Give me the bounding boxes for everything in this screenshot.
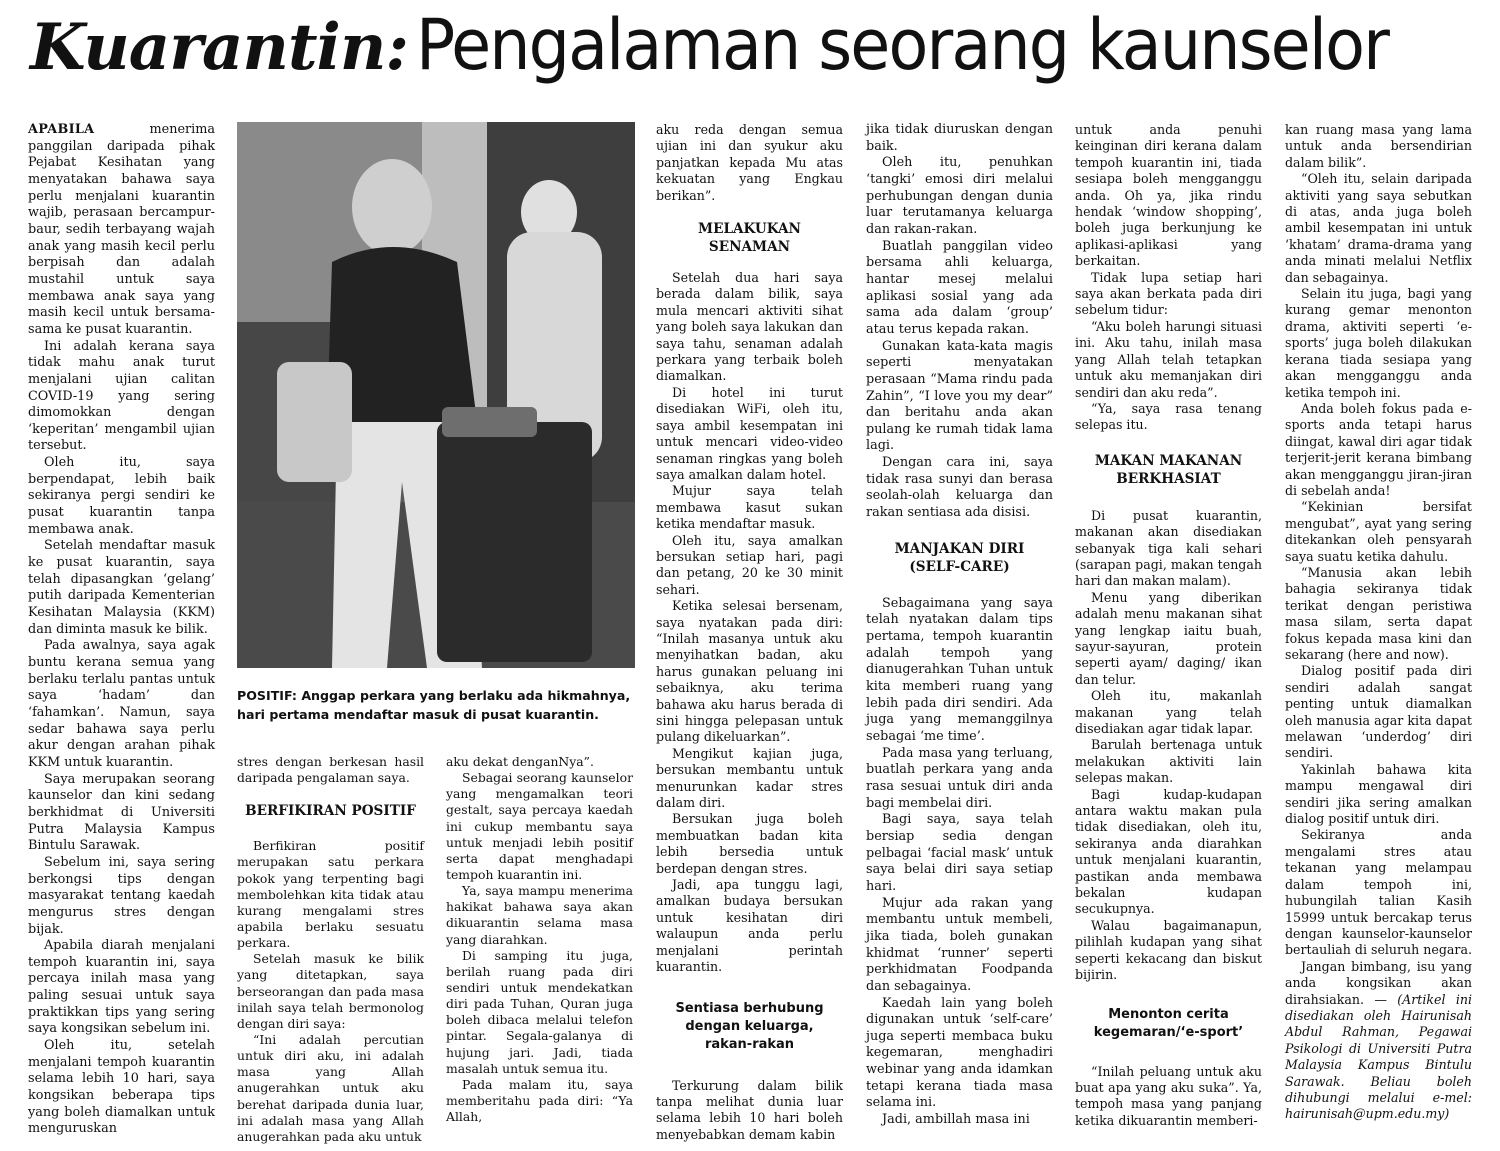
paragraph: Walau bagaimanapun, pilihlah kudapan yang sihat seperti kekacang dan biskut bijirin. xyxy=(1075,917,1262,983)
photo-caption xyxy=(237,686,635,724)
paragraph: “Aku boleh harungi situasi ini. Aku tahu, inilah masa yang Allah telah tetapkan untuk aku memanjakan diri sendiri dan aku reda”. xyxy=(1075,318,1262,400)
paragraph: Setelah mendaftar masuk ke pusat kuarantin, saya telah dipasangkan ‘gelang’ putih daripada Kementerian Kesihatan Malaysia (KKM) dan diminta masuk ke bilik. xyxy=(28,538,215,637)
paragraph: Yakinlah bahawa kita mampu mengawal diri sendiri jika sering amalkan dialog positif untuk diri. xyxy=(1285,761,1472,827)
column-7 xyxy=(1285,122,1472,1123)
column-5 xyxy=(866,122,1053,1129)
paragraph: Jangan bimbang, isu yang anda kongsikan akan dirahsiakan. — (Artikel ini disediakan oleh Hairunisah Abdul Rahman, Pegawai Psikologi di Universiti Putra Malaysia Kampus Bintulu Sarawak. Beliau boleh dihubungi melalui e-mel: hairunisah@upm.edu.my) xyxy=(1285,958,1472,1122)
paragraph: Oleh itu, saya berpendapat, lebih baik sekiranya pergi sendiri ke pusat kuarantin tanpa membawa anak. xyxy=(28,455,215,537)
paragraph: Mujur saya telah membawa kasut sukan ketika mendaftar masuk. xyxy=(656,483,843,532)
paragraph: Apabila diarah menjalani tempoh kuarantin ini, saya percaya inilah masa yang paling sesuai untuk saya praktikkan tips yang sering saya kongsikan sebelum ini. xyxy=(28,938,215,1037)
paragraph: Di pusat kuarantin, makanan akan disediakan sebanyak tiga kali sehari (sarapan pagi, makan tengah hari dan makan malam). xyxy=(1075,507,1262,589)
paragraph: jika tidak diuruskan dengan baik. xyxy=(866,122,1053,154)
paragraph: Bagi kudap-kudapan antara waktu makan pula tidak disediakan, oleh itu, sekiranya anda diarahkan untuk menjalani kuarantin, pastikan anda membawa bekalan kudapan secukupnya. xyxy=(1075,786,1262,917)
lead-word: APABILA xyxy=(28,122,95,137)
paragraph: Sebagai seorang kaunselor yang mengamalkan teori gestalt, saya percaya kaedah ini cukup membantu saya untuk menjadi lebih positif serta dapat menghadapi tempoh kuarantin ini. xyxy=(446,770,633,882)
paragraph: Saya merupakan seorang kaunselor dan kini sedang berkhidmat di Universiti Putra Malaysia Kampus Bintulu Sarawak. xyxy=(28,771,215,854)
paragraph: Ini adalah kerana saya tidak mahu anak turut menjalani ujian calitan COVID-19 yang sering dimomokkan dengan ‘keperitan’ mengambil ujian tersebut. xyxy=(28,338,215,454)
paragraph: Oleh itu, saya amalkan bersukan setiap hari, pagi dan petang, 20 ke 30 minit sehari. xyxy=(656,532,843,597)
headline xyxy=(30,4,1470,104)
subheading: MANJAKAN DIRI (SELF-CARE) xyxy=(894,540,1025,575)
paragraph: Ketika selesai bersenam, saya nyatakan pada diri: “Inilah masanya untuk aku menyihatkan badan, aku harus gunakan peluang ini sebaiknya, aku terima bahawa aku harus berada di sini hingga pelepasan untuk pulang dikeluarkan”. xyxy=(656,598,843,745)
subheading: MELAKUKAN SENAMAN xyxy=(698,221,801,256)
paragraph: Dengan cara ini, saya tidak rasa sunyi dan berasa seolah-olah keluarga dan rakan sentiasa ada disisi. xyxy=(866,455,1053,521)
paragraph: untuk anda penuhi keinginan diri kerana dalam tempoh kuarantin ini, tiada sesiapa boleh mengganggu anda. Oh ya, jika rindu hendak ‘window shopping’, boleh juga berkunjung ke aplikasi-aplikasi yang berkaitan. xyxy=(1075,122,1262,269)
headline-kicker: Kuarantin: xyxy=(30,10,408,85)
paragraph: Tidak lupa setiap hari saya akan berkata pada diri sebelum tidur: xyxy=(1075,269,1262,318)
paragraph: Oleh itu, makanlah makanan yang telah disediakan agar tidak lapar. xyxy=(1075,688,1262,736)
paragraph: Menu yang diberikan adalah menu makanan sihat yang lengkap iaitu buah, sayur-sayuran, protein seperti ayam/ daging/ ikan dan telur. xyxy=(1075,589,1262,687)
paragraph: stres dengan berkesan hasil daripada pengalaman saya. xyxy=(237,754,424,786)
subheading: BERFIKIRAN POSITIF xyxy=(245,803,416,820)
paragraph: Anda boleh fokus pada e-sports anda tetapi harus diingat, kawal diri agar tidak terjerit-jerit kerana bimbang akan mengganggu jiran-jiran di sebelah anda! xyxy=(1285,400,1472,498)
paragraph: Mengikut kajian juga, bersukan membantu untuk menurunkan kadar stres dalam diri. xyxy=(656,745,843,811)
paragraph: Terkurung dalam bilik tanpa melihat dunia luar selama lebih 10 hari boleh menyebabkan demam kabin xyxy=(656,1077,843,1142)
paragraph: Setelah dua hari saya berada dalam bilik, saya mula mencari aktiviti sihat yang boleh saya lakukan dan saya tahu, senaman adalah perkara yang terbaik boleh diamalkan. xyxy=(656,270,843,384)
paragraph: Bersukan juga boleh membuatkan badan kita lebih bersedia untuk berdepan dengan stres. xyxy=(656,811,843,876)
column-6 xyxy=(1075,122,1262,1129)
paragraph: “Inilah peluang untuk aku buat apa yang aku suka”. Ya, tempoh masa yang panjang ketika dikuarantin memberi- xyxy=(1075,1063,1262,1128)
paragraph: Di hotel ini turut disediakan WiFi, oleh itu, saya ambil kesempatan ini untuk mencari video-video senaman ringkas yang boleh saya amalkan dalam hotel. xyxy=(656,384,843,482)
column-1 xyxy=(28,122,215,1138)
column-2 xyxy=(237,754,424,1145)
paragraph: Bagi saya, saya telah bersiap sedia dengan pelbagai ‘facial mask’ untuk saya belai diri saya setiap hari. xyxy=(866,812,1053,894)
paragraph: Sebelum ini, saya sering berkongsi tips dengan masyarakat tentang kaedah mengurus stres dengan bijak. xyxy=(28,854,215,937)
paragraph: Pada awalnya, saya agak buntu kerana semua yang berlaku terlalu pantas untuk saya ‘hadam’ dan ‘fahamkan’. Namun, saya sedar bahawa saya perlu akur dengan arahan pihak KKM untuk kuarantin. xyxy=(28,638,215,770)
paragraph: “Manusia akan lebih bahagia sekiranya tidak terikat dengan peristiwa masa silam, serta dapat fokus kepada masa kini dan sekarang (here and now). xyxy=(1285,564,1472,662)
column-3 xyxy=(446,754,633,1125)
subheading: Sentiasa berhubung dengan keluarga, rakan-rakan xyxy=(675,1000,824,1052)
paragraph: Setelah masuk ke bilik yang ditetapkan, saya berseorangan dan pada masa inilah saya telah bermonolog dengan diri saya: xyxy=(237,951,424,1031)
paragraph: Dialog positif pada diri sendiri adalah sangat penting untuk diamalkan oleh manusia agar kita dapat melawan ‘underdog’ diri sendiri. xyxy=(1285,663,1472,761)
paragraph: Jadi, apa tunggu lagi, amalkan budaya bersukan untuk kesihatan diri walaupun anda perlu menjalani perintah kuarantin. xyxy=(656,877,843,975)
paragraph: Oleh itu, penuhkan ‘tangki’ emosi diri melalui perhubungan dengan dunia luar terutamanya keluarga dan rakan-rakan. xyxy=(866,155,1053,237)
paragraph: Berfikiran positif merupakan satu perkara pokok yang terpenting bagi membolehkan kita tidak atau kurang mengalami stres apabila berlaku sesuatu perkara. xyxy=(237,838,424,951)
paragraph: Di samping itu juga, berilah ruang pada diri sendiri untuk mendekatkan diri pada Tuhan, Quran juga boleh dibaca melalui telefon pintar. Segala-galanya di hujung jari. Jadi, tiada masalah untuk semua itu. xyxy=(446,947,633,1076)
paragraph: Gunakan kata-kata magis seperti menyatakan perasaan “Mama rindu pada Zahin”, “I love you my dear” dan beritahu anda akan pulang ke rumah tidak lama lagi. xyxy=(866,338,1053,454)
paragraph: Pada malam itu, saya memberitahu pada diri: “Ya Allah, xyxy=(446,1076,633,1125)
paragraph: aku dekat denganNya”. xyxy=(446,754,594,769)
caption-text: Anggap perkara yang berlaku ada hikmahnya, hari pertama mendaftar masuk di pusat kuarantin. xyxy=(237,688,631,722)
paragraph: Pada masa yang terluang, buatlah perkara yang anda rasa sesuai untuk diri anda bagi membelai diri. xyxy=(866,745,1053,811)
paragraph: Barulah bertenaga untuk melakukan aktiviti lain selepas makan. xyxy=(1075,737,1262,786)
author-signature: (Artikel ini disediakan oleh Hairunisah Abdul Rahman, Pegawai Psikologi di Universiti Putra Malaysia Kampus Bintulu Sarawak. Beliau boleh dihubungi melalui e-mel: hairunisah@upm.edu.my) xyxy=(1285,991,1472,1122)
column-4 xyxy=(656,122,843,1143)
paragraph: “Kekinian bersifat mengubat”, ayat yang sering ditekankan oleh pensyarah saya suatu ketika dahulu. xyxy=(1285,499,1472,564)
paragraph: Kaedah lain yang boleh digunakan untuk ‘self-care’ juga seperti membaca buku kegemaran, menghadiri webinar yang anda idamkan tetapi kerana tiada masa selama ini. xyxy=(866,995,1053,1111)
paragraph: Mujur ada rakan yang membantu untuk membeli, jika tiada, boleh gunakan khidmat ‘runner’ seperti perkhidmatan Foodpanda dan sebagainya. xyxy=(866,895,1053,994)
headline-title: Pengalaman seorang kaunselor xyxy=(415,4,1388,86)
article-photo xyxy=(237,122,635,668)
paragraph: aku reda dengan semua ujian ini dan syukur aku panjatkan kepada Mu atas kekuatan yang Engkau berikan”. xyxy=(656,122,843,203)
paragraph: “Ini adalah percutian untuk diri aku, ini adalah masa yang Allah anugerahkan untuk aku berehat daripada dunia luar, ini adalah masa yang Allah anugerahkan pada aku untuk xyxy=(237,1031,424,1144)
lead-paragraph: APABILA menerima panggilan daripada pihak Pejabat Kesihatan yang menyatakan bahawa saya perlu menjalani kuarantin wajib, perasaan bercampur-baur, sedih terbayang wajah anak yang masih kecil perlu berpisah dan adalah mustahil untuk saya membawa anak saya yang masih kecil untuk bersama-sama ke pusat kuarantin. xyxy=(28,122,215,337)
caption-label: POSITIF: xyxy=(237,688,297,703)
paragraph: Sekiranya anda mengalami stres atau tekanan yang melampau dalam tempoh ini, hubungilah talian Kasih 15999 untuk bercakap terus dengan kaunselor-kaunselor bertauliah di seluruh negara. xyxy=(1285,827,1472,958)
subheading: Menonton cerita kegemaran/‘e-sport’ xyxy=(1093,1006,1244,1040)
subheading: MAKAN MAKANAN BERKHASIAT xyxy=(1094,452,1243,487)
paragraph: “Ya, saya rasa tenang selepas itu. xyxy=(1075,400,1262,433)
paragraph: Selain itu juga, bagi yang kurang gemar menonton drama, aktiviti seperti ‘e-sports’ juga boleh dilakukan kerana tiada sesiapa yang akan mengganggu anda ketika tempoh ini. xyxy=(1285,286,1472,400)
paragraph: “Oleh itu, selain daripada aktiviti yang saya sebutkan di atas, anda juga boleh ambil kesempatan ini untuk ‘khatam’ drama-drama yang anda minati melalui Netflix dan sebagainya. xyxy=(1285,171,1472,285)
paragraph: Oleh itu, setelah menjalani tempoh kuarantin selama lebih 10 hari, saya kongsikan beberapa tips yang boleh diamalkan untuk menguruskan xyxy=(28,1038,215,1137)
photo-illustration xyxy=(237,122,635,668)
paragraph: Ya, saya mampu menerima hakikat bahawa saya akan dikuarantin selama masa yang diarahkan. xyxy=(446,883,633,947)
paragraph: kan ruang masa yang lama untuk anda bersendirian dalam bilik”. xyxy=(1285,122,1472,170)
paragraph: Sebagaimana yang saya telah nyatakan dalam tips pertama, tempoh kuarantin adalah tempoh yang dianugerahkan Tuhan untuk kita memberi ruang yang lebih pada diri sendiri. Ada juga yang memanggilnya sebagai ‘me time’. xyxy=(866,595,1053,744)
paragraph: Jadi, ambillah masa ini xyxy=(882,1112,1030,1128)
paragraph: Buatlah panggilan video bersama ahli keluarga, hantar mesej melalui aplikasi sosial yang ada sama ada dalam ‘group’ atau terus kepada rakan. xyxy=(866,238,1053,337)
